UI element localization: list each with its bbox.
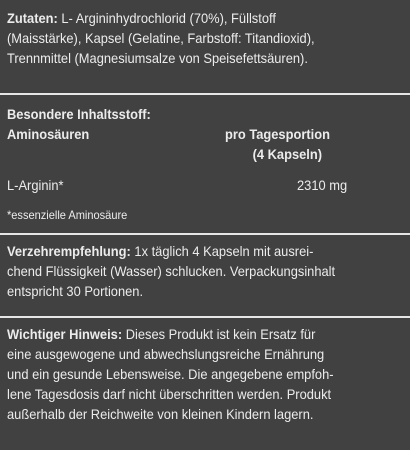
nutrition-column-left: Aminosäuren: [7, 126, 90, 142]
usage-line: [7, 241, 403, 261]
usage-line-1: 1x täglich 4 Kapseln mit ausrei-: [130, 243, 314, 259]
warning-text: [7, 324, 403, 424]
divider: [0, 93, 410, 95]
warning-line: [7, 324, 403, 344]
ingredients-line-3: Trennmittel (Magnesiumsalze von Speisefettsäuren).: [7, 50, 308, 66]
ingredients-text: [7, 8, 403, 68]
usage-line-2: chend Flüssigkeit (Wasser) schlucken. Verpackungsinhalt: [7, 263, 336, 279]
usage-line-3: entspricht 30 Portionen.: [7, 283, 144, 299]
warning-line-3: und ein gesunde Lebensweise. Die angegebene empfoh-: [7, 366, 334, 382]
warning-line-5: außerhalb der Reichweite von kleinen Kindern lagern.: [7, 406, 314, 422]
nutrition-section: [7, 104, 403, 234]
usage-label: Verzehrempfehlung:: [7, 243, 131, 259]
nutrition-row-value: 2310 mg: [297, 177, 348, 193]
usage-section: [7, 241, 403, 301]
warning-line-2: eine ausgewogene und abwechslungsreiche Ernährung: [7, 346, 325, 362]
nutrition-column-right: [225, 124, 363, 164]
nutrition-footnote: *essenzielle Aminosäure: [7, 208, 128, 222]
ingredients-line-1: L- Argininhydrochlorid (70%), Füllstoff: [57, 10, 276, 26]
nutrition-heading: Besondere Inhaltsstoff:: [7, 106, 151, 122]
warning-label: Wichtiger Hinweis:: [7, 326, 123, 342]
ingredients-line-2: (Maisstärke), Kapsel (Gelatine, Farbstoff: Titandioxid),: [7, 30, 315, 46]
nutrition-column-right-line-1: pro Tagesportion: [225, 126, 330, 142]
divider: [0, 316, 410, 318]
nutrition-column-right-line-2: (4 Kapseln): [252, 146, 323, 162]
ingredients-label: Zutaten:: [7, 10, 58, 26]
warning-line-1: Dieses Produkt ist kein Ersatz für: [122, 326, 316, 342]
usage-text: [7, 241, 403, 301]
ingredients-line: [7, 8, 403, 28]
warning-section: [7, 324, 403, 424]
nutrition-row-name: L-Arginin*: [7, 177, 64, 193]
ingredients-section: [7, 8, 403, 68]
warning-line-4: lene Tagesdosis darf nicht überschritten werden. Produkt: [7, 386, 332, 402]
divider: [0, 233, 410, 235]
